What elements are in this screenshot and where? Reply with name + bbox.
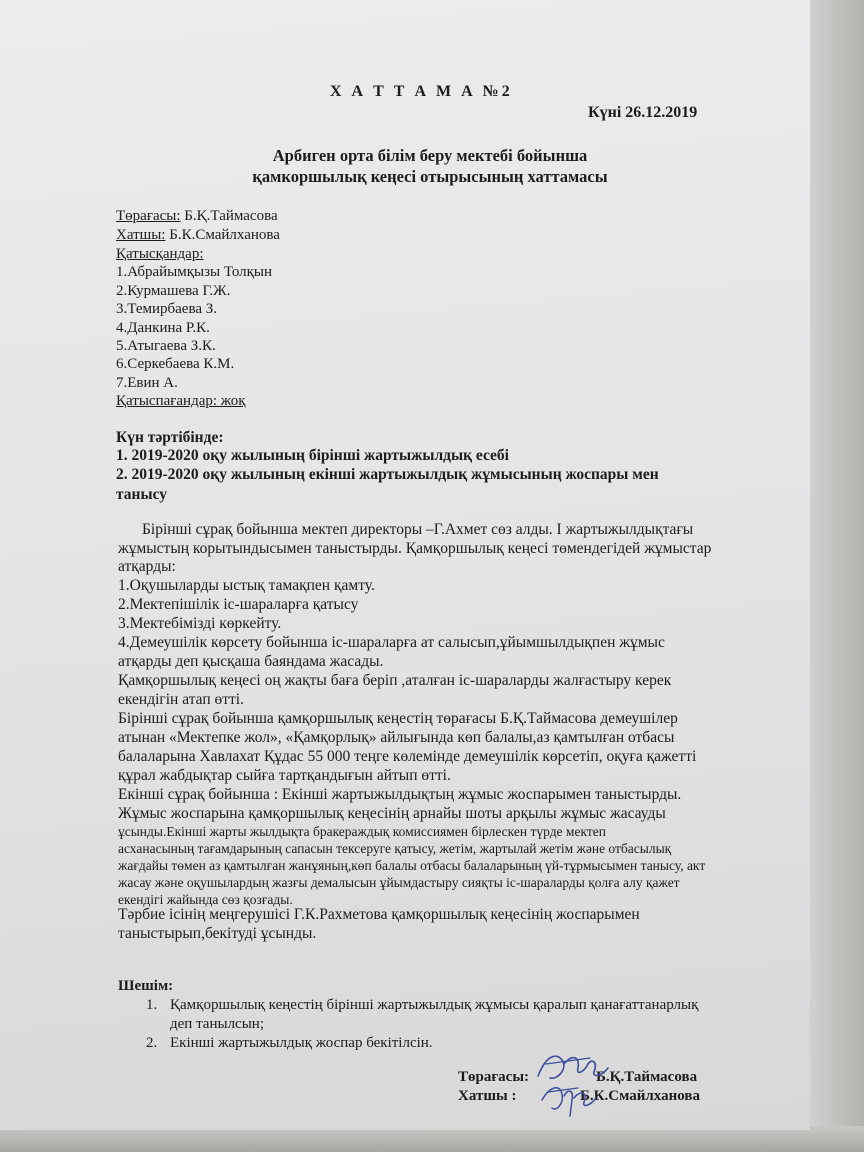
signature-secretary-label: Хатшы : [458, 1088, 517, 1104]
document-date: Күні 26.12.2019 [588, 104, 698, 121]
participant-item: 7.Евин А. [116, 375, 178, 391]
participant-item: 2.Курмашева Г.Ж. [116, 283, 231, 299]
body-line: таныстырып,бекітуді ұсынды. [118, 925, 317, 942]
decision-text: Екінші жартыжылдық жоспар бекітілсін. [170, 1035, 433, 1051]
decision-number: 2. [146, 1035, 158, 1051]
body-line: ұсынды.Екінші жарты жылдықта бракераждық комиссиямен бірлескен түрде мектеп [118, 824, 606, 839]
agenda-item: танысу [116, 486, 168, 503]
body-line: Қамқоршылық кеңесі оң жақты баға беріп ,аталған іс-шараларды жалғастыру керек [118, 672, 672, 689]
signature-chair-name: Б.Қ.Таймасова [596, 1069, 698, 1085]
body-line: жағдайы төмен аз қамтылған жанұяның,көп балалы отбасы балаларының үй-тұрмысымен танысу, акт [118, 858, 706, 873]
body-line: екендігі жайында сөз қозғады. [118, 892, 293, 907]
secretary-label: Хатшы: [116, 227, 166, 243]
body-line: құрал жабдықтар сыйға тартқандығын айтып өтті. [118, 767, 451, 784]
absent-line: Қатыспағандар: жоқ [116, 393, 246, 409]
body-line: Жұмыс жоспарына қамқоршылық кеңесінің арнайы шоты арқылы жұмыс жасауды [118, 805, 666, 822]
document-heading-line-1: Арбиген орта білім беру мектебі бойынша [272, 146, 588, 165]
secretary-name: Б.К.Смайлханова [169, 227, 280, 243]
body-line: асханасының тағамдарының сапасын тексеруге қатысу, жетім, жартылай жетім және отбасылық [118, 841, 672, 856]
body-line: 2.Мектепішілік іс-шараларға қатысу [118, 596, 359, 613]
participant-item: 1.Абрайымқызы Толқын [116, 264, 273, 280]
table-surface-right [806, 0, 864, 1152]
agenda-item: 2. 2019-2020 оқу жылының екінші жартыжылдық жұмысының жоспары мен [116, 466, 659, 483]
body-line: Екінші сұрақ бойынша : Екінші жартыжылдықтың жұмыс жоспарымен таныстырды. [118, 786, 682, 803]
decision-text-continued: деп танылсын; [170, 1016, 264, 1032]
secretary-line [116, 227, 280, 244]
body-line: Бірінші сұрақ бойынша қамқоршылық кеңестің төрағасы Б.Қ.Таймасова демеушілер [118, 710, 678, 727]
decision-label: Шешім: [118, 978, 174, 994]
decision-text: Қамқоршылық кеңестің бірінші жартыжылдық жұмысы қаралып қанағаттанарлық [170, 997, 699, 1013]
decision-number: 1. [146, 997, 158, 1013]
secretary-signature [534, 1078, 604, 1122]
body-line: 1.Оқушыларды ыстық тамақпен қамту. [118, 577, 375, 594]
participant-item: 5.Атыгаева З.К. [116, 338, 216, 354]
body-line: атынан «Мектепке жол», «Қамқорлық» айлығында көп балалы,аз қамтылған отбасы [118, 729, 675, 746]
participant-item: 4.Данкина Р.К. [116, 320, 210, 336]
chair-line [116, 208, 278, 225]
body-line: Тәрбие ісінің меңгерушісі Г.К.Рахметова қамқоршылық кеңесінің жоспарымен [118, 906, 640, 923]
signature-secretary-name: Б.К.Смайлханова [580, 1088, 700, 1104]
body-line: жұмыстың корытындысымен таныстырды. Қамқоршылық кеңесі төмендегідей жұмыстар [118, 540, 712, 557]
chair-label: Төрағасы: [116, 208, 181, 224]
present-label: Қатысқандар: [116, 246, 204, 262]
decision-item [146, 1035, 433, 1052]
agenda-label: Күн тәртібінде: [116, 429, 224, 446]
body-line: 3.Мектебімізді көркейту. [118, 615, 282, 632]
body-line: екендігін атап өтті. [118, 691, 244, 708]
body-line: атқарды: [118, 558, 176, 575]
participant-item: 6.Серкебаева К.М. [116, 356, 235, 372]
document-title: Х А Т Т А М А №2 [330, 83, 513, 100]
document-heading-line-2: қамкоршылық кеңесі отырысының хаттамасы [252, 167, 608, 186]
chair-name: Б.Қ.Таймасова [184, 208, 278, 224]
body-line: жасау және оқушылардың жазғы демалысын ұйымдастыру сияқты іс-шараларды қолға алу қажет [118, 875, 680, 890]
agenda-item: 1. 2019-2020 оқу жылының бірінші жартыжылдық есебі [116, 447, 509, 464]
body-line: Бірінші сұрақ бойынша мектеп директоры –Г.Ахмет сөз алды. І жартыжылдықтағы [142, 521, 694, 538]
body-line: атқарды деп қысқаша баяндама жасады. [118, 653, 384, 670]
decision-item [146, 997, 698, 1014]
participant-item: 3.Темирбаева З. [116, 301, 218, 317]
body-line: балаларына Хавлахат Құдас 55 000 теңге көлемінде демеушілік көрсетіп, оқуға қажетті [118, 748, 697, 765]
signature-chair-label: Төрағасы: [458, 1069, 530, 1085]
body-line: 4.Демеушілік көрсету бойынша іс-шараларға ат салысып,ұйымшылдықпен жұмыс [118, 634, 665, 651]
